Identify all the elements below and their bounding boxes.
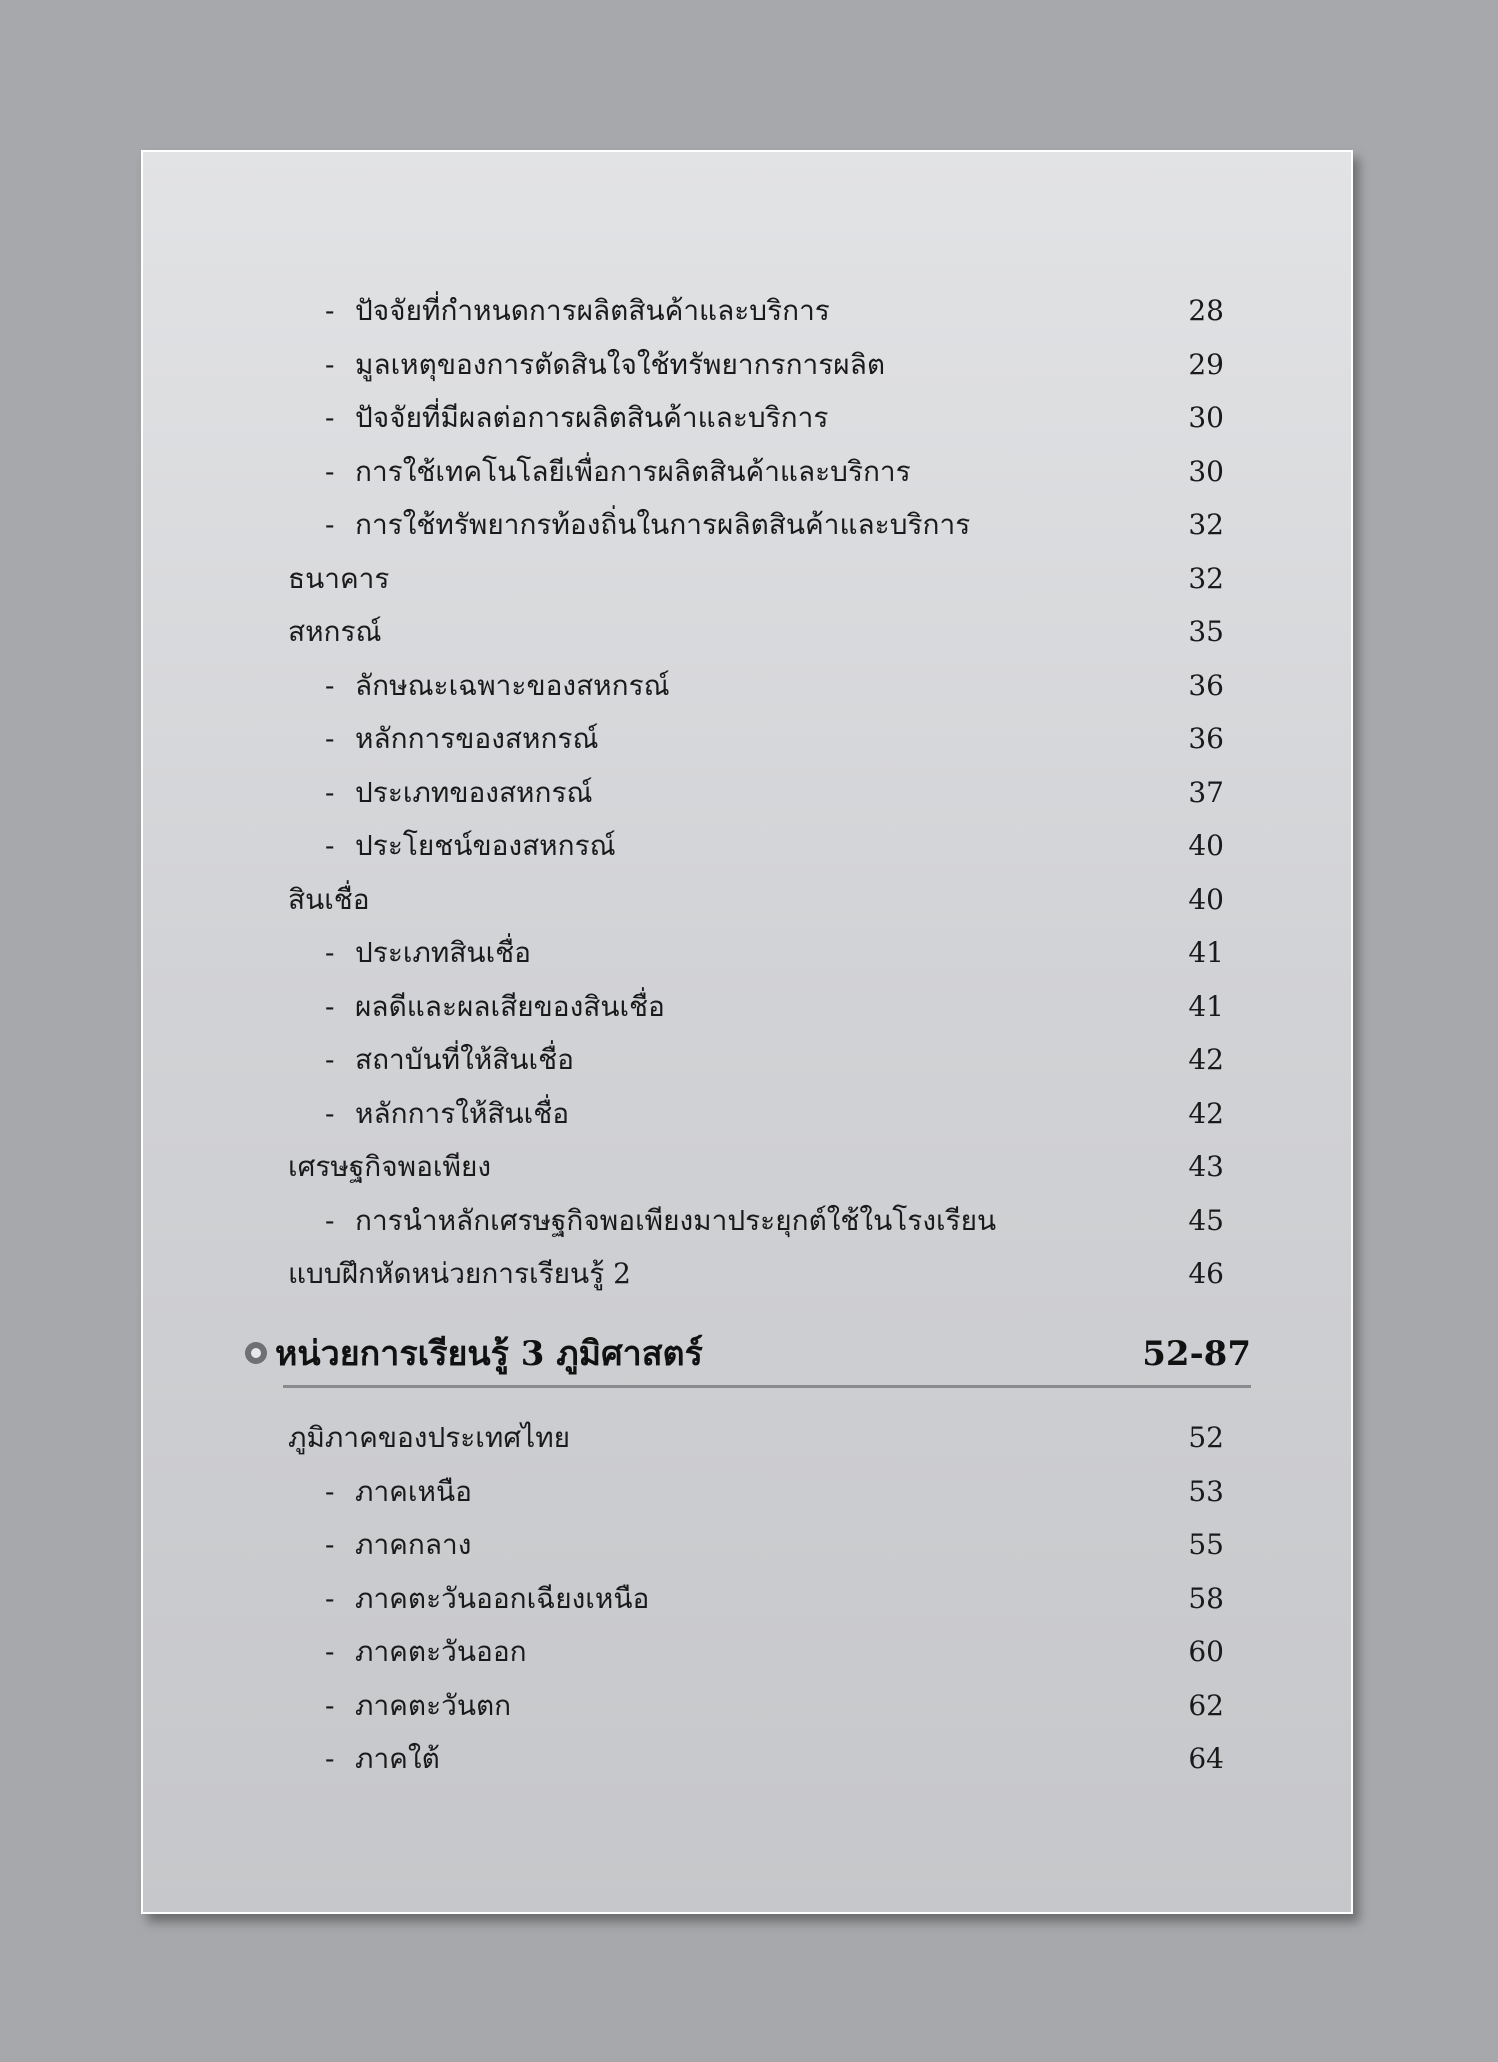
toc-row — [143, 659, 1224, 712]
toc-row — [143, 284, 1224, 337]
table-of-contents — [143, 152, 1351, 1912]
toc-row — [143, 552, 1224, 605]
toc-entry-title: ภาคตะวันออก — [355, 1635, 527, 1668]
toc-entry-page: 62 — [1188, 1688, 1224, 1722]
unit-page-range: 52-87 — [1142, 1334, 1251, 1374]
toc-entry-title: สหกรณ์ — [288, 615, 382, 648]
toc-dash: - — [325, 722, 335, 755]
toc-row — [143, 1518, 1224, 1571]
toc-dash: - — [325, 1203, 335, 1237]
toc-dash: - — [325, 508, 335, 541]
toc-dash: - — [325, 829, 335, 862]
toc-dash: - — [325, 989, 335, 1023]
toc-row — [143, 873, 1224, 926]
toc-dash: - — [325, 775, 335, 809]
toc-row — [143, 712, 1224, 765]
toc-row — [143, 605, 1224, 658]
toc-dash: - — [325, 1528, 335, 1561]
toc-entry-page: 58 — [1188, 1581, 1224, 1615]
toc-row — [143, 445, 1224, 498]
toc-row — [143, 1033, 1224, 1086]
toc-entry-title: หลักการของสหกรณ์ — [355, 722, 599, 755]
toc-entry-page: 60 — [1188, 1635, 1224, 1668]
toc-dash: - — [325, 936, 335, 969]
toc-entry-page: 30 — [1188, 454, 1224, 488]
toc-entry-title: ผลดีและผลเสียของสินเชื่อ — [355, 989, 665, 1023]
toc-entry-title: สินเชื่อ — [288, 882, 370, 916]
toc-entry-page: 37 — [1188, 775, 1224, 809]
toc-row — [143, 766, 1224, 819]
toc-entry-title: การใช้เทคโนโลยีเพื่อการผลิตสินค้าและบริการ — [355, 454, 911, 488]
toc-row — [143, 980, 1224, 1033]
toc-entry-title: การนำหลักเศรษฐกิจพอเพียงมาประยุกต์ใช้ในโรงเรียน — [355, 1203, 997, 1237]
toc-row — [143, 819, 1224, 872]
toc-row — [143, 1194, 1224, 1247]
document-page — [141, 150, 1353, 1914]
toc-row — [143, 926, 1224, 979]
unit-title: หน่วยการเรียนรู้ 3 ภูมิศาสตร์ — [275, 1334, 703, 1374]
toc-entry-page: 28 — [1188, 294, 1224, 327]
toc-entry-title: แบบฝึกหัดหน่วยการเรียนรู้ 2 — [288, 1257, 631, 1290]
toc-dash: - — [325, 668, 335, 702]
toc-entry-page: 30 — [1188, 401, 1224, 434]
unit-divider — [283, 1385, 1251, 1388]
toc-dash: - — [325, 401, 335, 434]
toc-dash: - — [325, 1096, 335, 1130]
toc-entry-page: 42 — [1188, 1043, 1224, 1076]
toc-row — [143, 1140, 1224, 1193]
toc-entry-page: 41 — [1188, 989, 1224, 1023]
toc-entry-page: 53 — [1188, 1474, 1224, 1508]
toc-dash: - — [325, 347, 335, 381]
toc-entry-page: 42 — [1188, 1096, 1224, 1130]
toc-dash: - — [325, 454, 335, 488]
toc-entry-page: 40 — [1188, 829, 1224, 862]
toc-entry-title: ลักษณะเฉพาะของสหกรณ์ — [355, 668, 670, 702]
toc-row — [143, 498, 1224, 551]
toc-entry-page: 29 — [1188, 347, 1224, 381]
toc-entry-title: ภาคตะวันออกเฉียงเหนือ — [355, 1581, 650, 1615]
toc-dash: - — [325, 1635, 335, 1668]
toc-entry-title: ประเภทของสหกรณ์ — [355, 775, 593, 809]
toc-entry-page: 43 — [1188, 1150, 1224, 1183]
toc-entry-title: ประโยชน์ของสหกรณ์ — [355, 829, 616, 862]
toc-entry-page: 35 — [1188, 615, 1224, 648]
toc-entry-page: 45 — [1188, 1203, 1224, 1237]
toc-entry-title: ธนาคาร — [288, 561, 390, 595]
toc-dash: - — [325, 1742, 335, 1775]
toc-entry-page: 40 — [1188, 882, 1224, 916]
toc-entry-title: การใช้ทรัพยากรท้องถิ่นในการผลิตสินค้าและบริการ — [355, 508, 971, 541]
toc-row — [143, 1625, 1224, 1678]
unit-heading — [245, 1322, 1251, 1386]
toc-row — [143, 1732, 1224, 1785]
toc-entry-page: 64 — [1188, 1742, 1224, 1775]
toc-entry-page: 32 — [1188, 561, 1224, 595]
toc-dash: - — [325, 1474, 335, 1508]
toc-row — [143, 338, 1224, 391]
toc-entry-title: หลักการให้สินเชื่อ — [355, 1096, 570, 1130]
toc-entry-title: สถาบันที่ให้สินเชื่อ — [355, 1043, 574, 1076]
toc-entry-title: ภาคตะวันตก — [355, 1688, 512, 1722]
toc-row — [143, 1087, 1224, 1140]
toc-entry-title: ภูมิภาคของประเทศไทย — [288, 1421, 571, 1454]
toc-row — [143, 1247, 1224, 1300]
toc-entry-title: ประเภทสินเชื่อ — [355, 936, 531, 969]
toc-entry-title: ภาคใต้ — [355, 1742, 440, 1775]
toc-entry-title: ปัจจัยที่กำหนดการผลิตสินค้าและบริการ — [355, 294, 830, 327]
toc-dash: - — [325, 1688, 335, 1722]
toc-entry-page: 36 — [1188, 668, 1224, 702]
toc-entry-title: เศรษฐกิจพอเพียง — [288, 1150, 492, 1183]
toc-entry-title: ภาคกลาง — [355, 1528, 472, 1561]
toc-row — [143, 1465, 1224, 1518]
toc-row — [143, 1572, 1224, 1625]
toc-entry-page: 55 — [1188, 1528, 1224, 1561]
toc-dash: - — [325, 294, 335, 327]
toc-dash: - — [325, 1581, 335, 1615]
toc-row — [143, 1411, 1224, 1464]
toc-dash: - — [325, 1043, 335, 1076]
toc-entry-title: มูลเหตุของการตัดสินใจใช้ทรัพยากรการผลิต — [355, 347, 886, 381]
toc-row — [143, 1679, 1224, 1732]
toc-entry-page: 41 — [1188, 936, 1224, 969]
toc-entry-page: 32 — [1188, 508, 1224, 541]
toc-entry-page: 46 — [1188, 1257, 1224, 1290]
bullet-icon — [245, 1342, 267, 1364]
toc-entry-page: 52 — [1188, 1421, 1224, 1454]
toc-entry-page: 36 — [1188, 722, 1224, 755]
toc-entry-title: ปัจจัยที่มีผลต่อการผลิตสินค้าและบริการ — [355, 401, 829, 434]
toc-row — [143, 391, 1224, 444]
toc-entry-title: ภาคเหนือ — [355, 1474, 472, 1508]
